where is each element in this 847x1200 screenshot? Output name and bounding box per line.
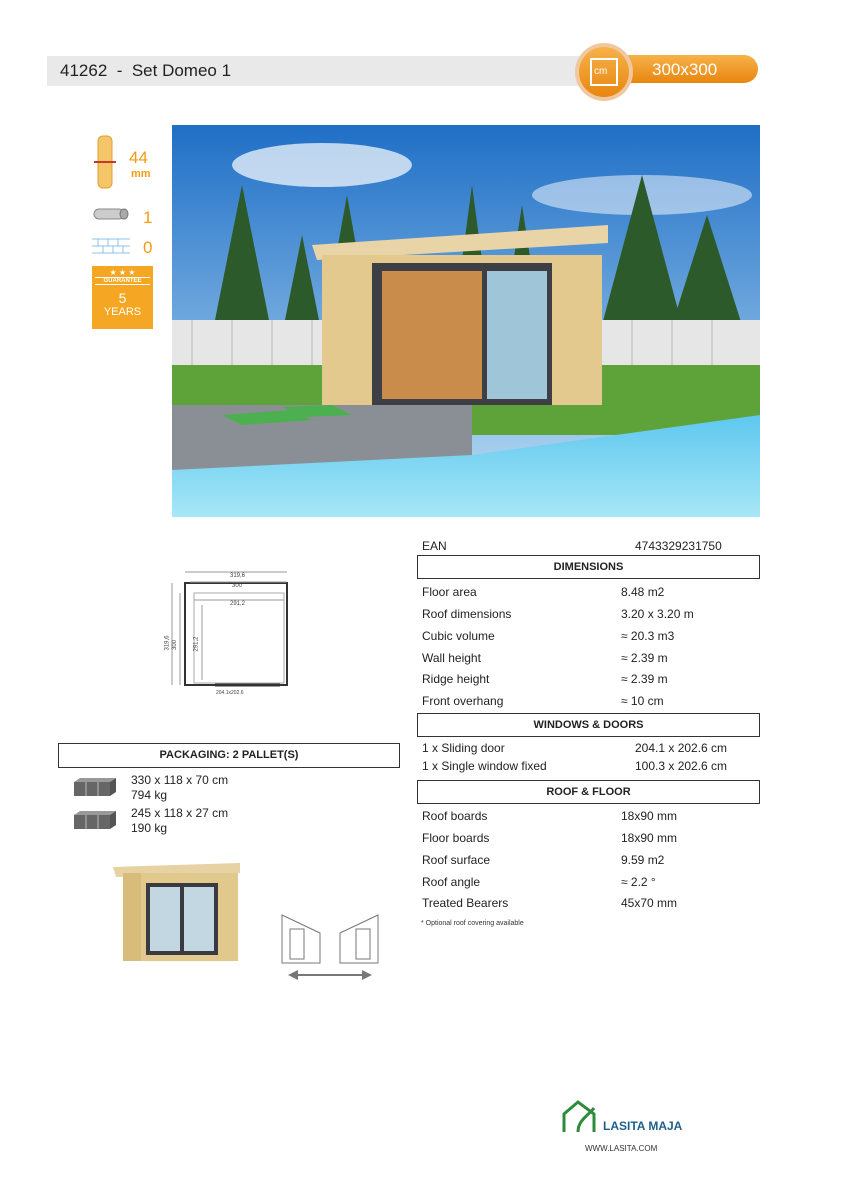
windows-header: WINDOWS & DOORS (417, 713, 760, 737)
pallet-2-dims: 245 x 118 x 27 cm (131, 806, 229, 820)
pallet-icon (70, 776, 120, 798)
product-photo (172, 125, 760, 517)
spec-key: Wall height (422, 651, 481, 665)
spec-key: Cubic volume (422, 629, 495, 643)
spec-value: ≈ 2.2 ° (621, 875, 656, 889)
guarantee-label: GUARANTEE (95, 277, 150, 285)
dimensions-header: DIMENSIONS (417, 555, 760, 579)
roof-header: ROOF & FLOOR (417, 780, 760, 804)
spec-row (422, 741, 762, 761)
spec-value: 18x90 mm (621, 831, 678, 845)
plan-inner-depth: 291,2 (193, 636, 200, 652)
spec-key: Roof dimensions (422, 607, 512, 621)
pallet-2-weight: 190 kg (131, 821, 168, 835)
roofing-roll-icon (92, 205, 130, 223)
spec-row (422, 585, 762, 605)
spec-row (422, 853, 762, 873)
spec-row (422, 759, 762, 779)
wall-thickness-value: 44 (129, 148, 148, 167)
pallet-1-dims: 330 x 118 x 70 cm (131, 773, 229, 787)
spec-value: 100.3 x 202.6 cm (635, 759, 728, 773)
roof-covering-note: * Optional roof covering available (421, 920, 524, 927)
guarantee-unit: YEARS (103, 306, 142, 318)
wall-thickness-icon (92, 134, 118, 190)
shingles-count: 0 (143, 238, 153, 257)
spec-value: ≈ 2.39 m (621, 651, 668, 665)
plan-inner-width: 291,2 (230, 601, 246, 607)
pallet-1-weight: 794 kg (131, 788, 168, 802)
spec-key: Floor area (422, 585, 477, 599)
spec-value: ≈ 20.3 m3 (621, 629, 675, 643)
size-badge-label: 300x300 (652, 60, 718, 79)
guarantee-badge (92, 266, 153, 329)
spec-row (422, 629, 762, 649)
spec-key: Roof surface (422, 853, 491, 867)
ean-value: 4743329231750 (635, 539, 722, 553)
spec-key: Roof boards (422, 809, 488, 823)
door-orientation-diagram (280, 905, 380, 980)
pallet-icon (70, 809, 120, 831)
spec-row (422, 672, 762, 692)
spec-row (422, 809, 762, 829)
spec-row (422, 607, 762, 627)
plan-wall-width: 300 (232, 583, 243, 589)
spec-key: Ridge height (422, 672, 490, 686)
plan-wall-depth: 300 (172, 639, 179, 651)
guarantee-years: 5 (118, 290, 127, 306)
ean-label: EAN (422, 539, 447, 553)
spec-value: 8.48 m2 (621, 585, 665, 599)
spec-row (422, 896, 762, 916)
spec-value: 45x70 mm (621, 896, 678, 910)
plan-door-label: 204.1x202.6 (216, 690, 244, 696)
spec-value: ≈ 2.39 m (621, 672, 668, 686)
spec-value: 3.20 x 3.20 m (621, 607, 694, 621)
spec-row (422, 694, 762, 714)
spec-row (422, 831, 762, 851)
packaging-header: PACKAGING: 2 PALLET(S) (58, 743, 400, 768)
spec-value: 204.1 x 202.6 cm (635, 741, 728, 755)
spec-value: ≈ 10 cm (621, 694, 664, 708)
spec-key: Roof angle (422, 875, 481, 889)
stars-icon: ★ ★ ★ (109, 268, 136, 277)
plan-outer-depth: 319,6 (164, 635, 171, 651)
shed-render (108, 855, 248, 965)
spec-row (422, 875, 762, 895)
spec-row (422, 651, 762, 671)
spec-key: Floor boards (422, 831, 490, 845)
roofing-roll-count: 1 (143, 208, 153, 227)
lasita-logo-icon (560, 1096, 602, 1138)
spec-value: 9.59 m2 (621, 853, 665, 867)
cm-icon: cm (594, 66, 608, 77)
spec-key: 1 x Single window fixed (422, 759, 547, 773)
spec-value: 18x90 mm (621, 809, 678, 823)
spec-key: Treated Bearers (422, 896, 509, 910)
plan-outer-width: 319,6 (230, 573, 246, 579)
spec-key: 1 x Sliding door (422, 741, 505, 755)
shingles-icon (92, 235, 130, 257)
brand-url: WWW.LASITA.COM (585, 1144, 658, 1153)
spec-key: Front overhang (422, 694, 504, 708)
page-title: 41262 - Set Domeo 1 (60, 61, 232, 80)
brand-name: LASITA MAJA (603, 1119, 683, 1133)
wall-thickness-unit: mm (131, 168, 151, 180)
